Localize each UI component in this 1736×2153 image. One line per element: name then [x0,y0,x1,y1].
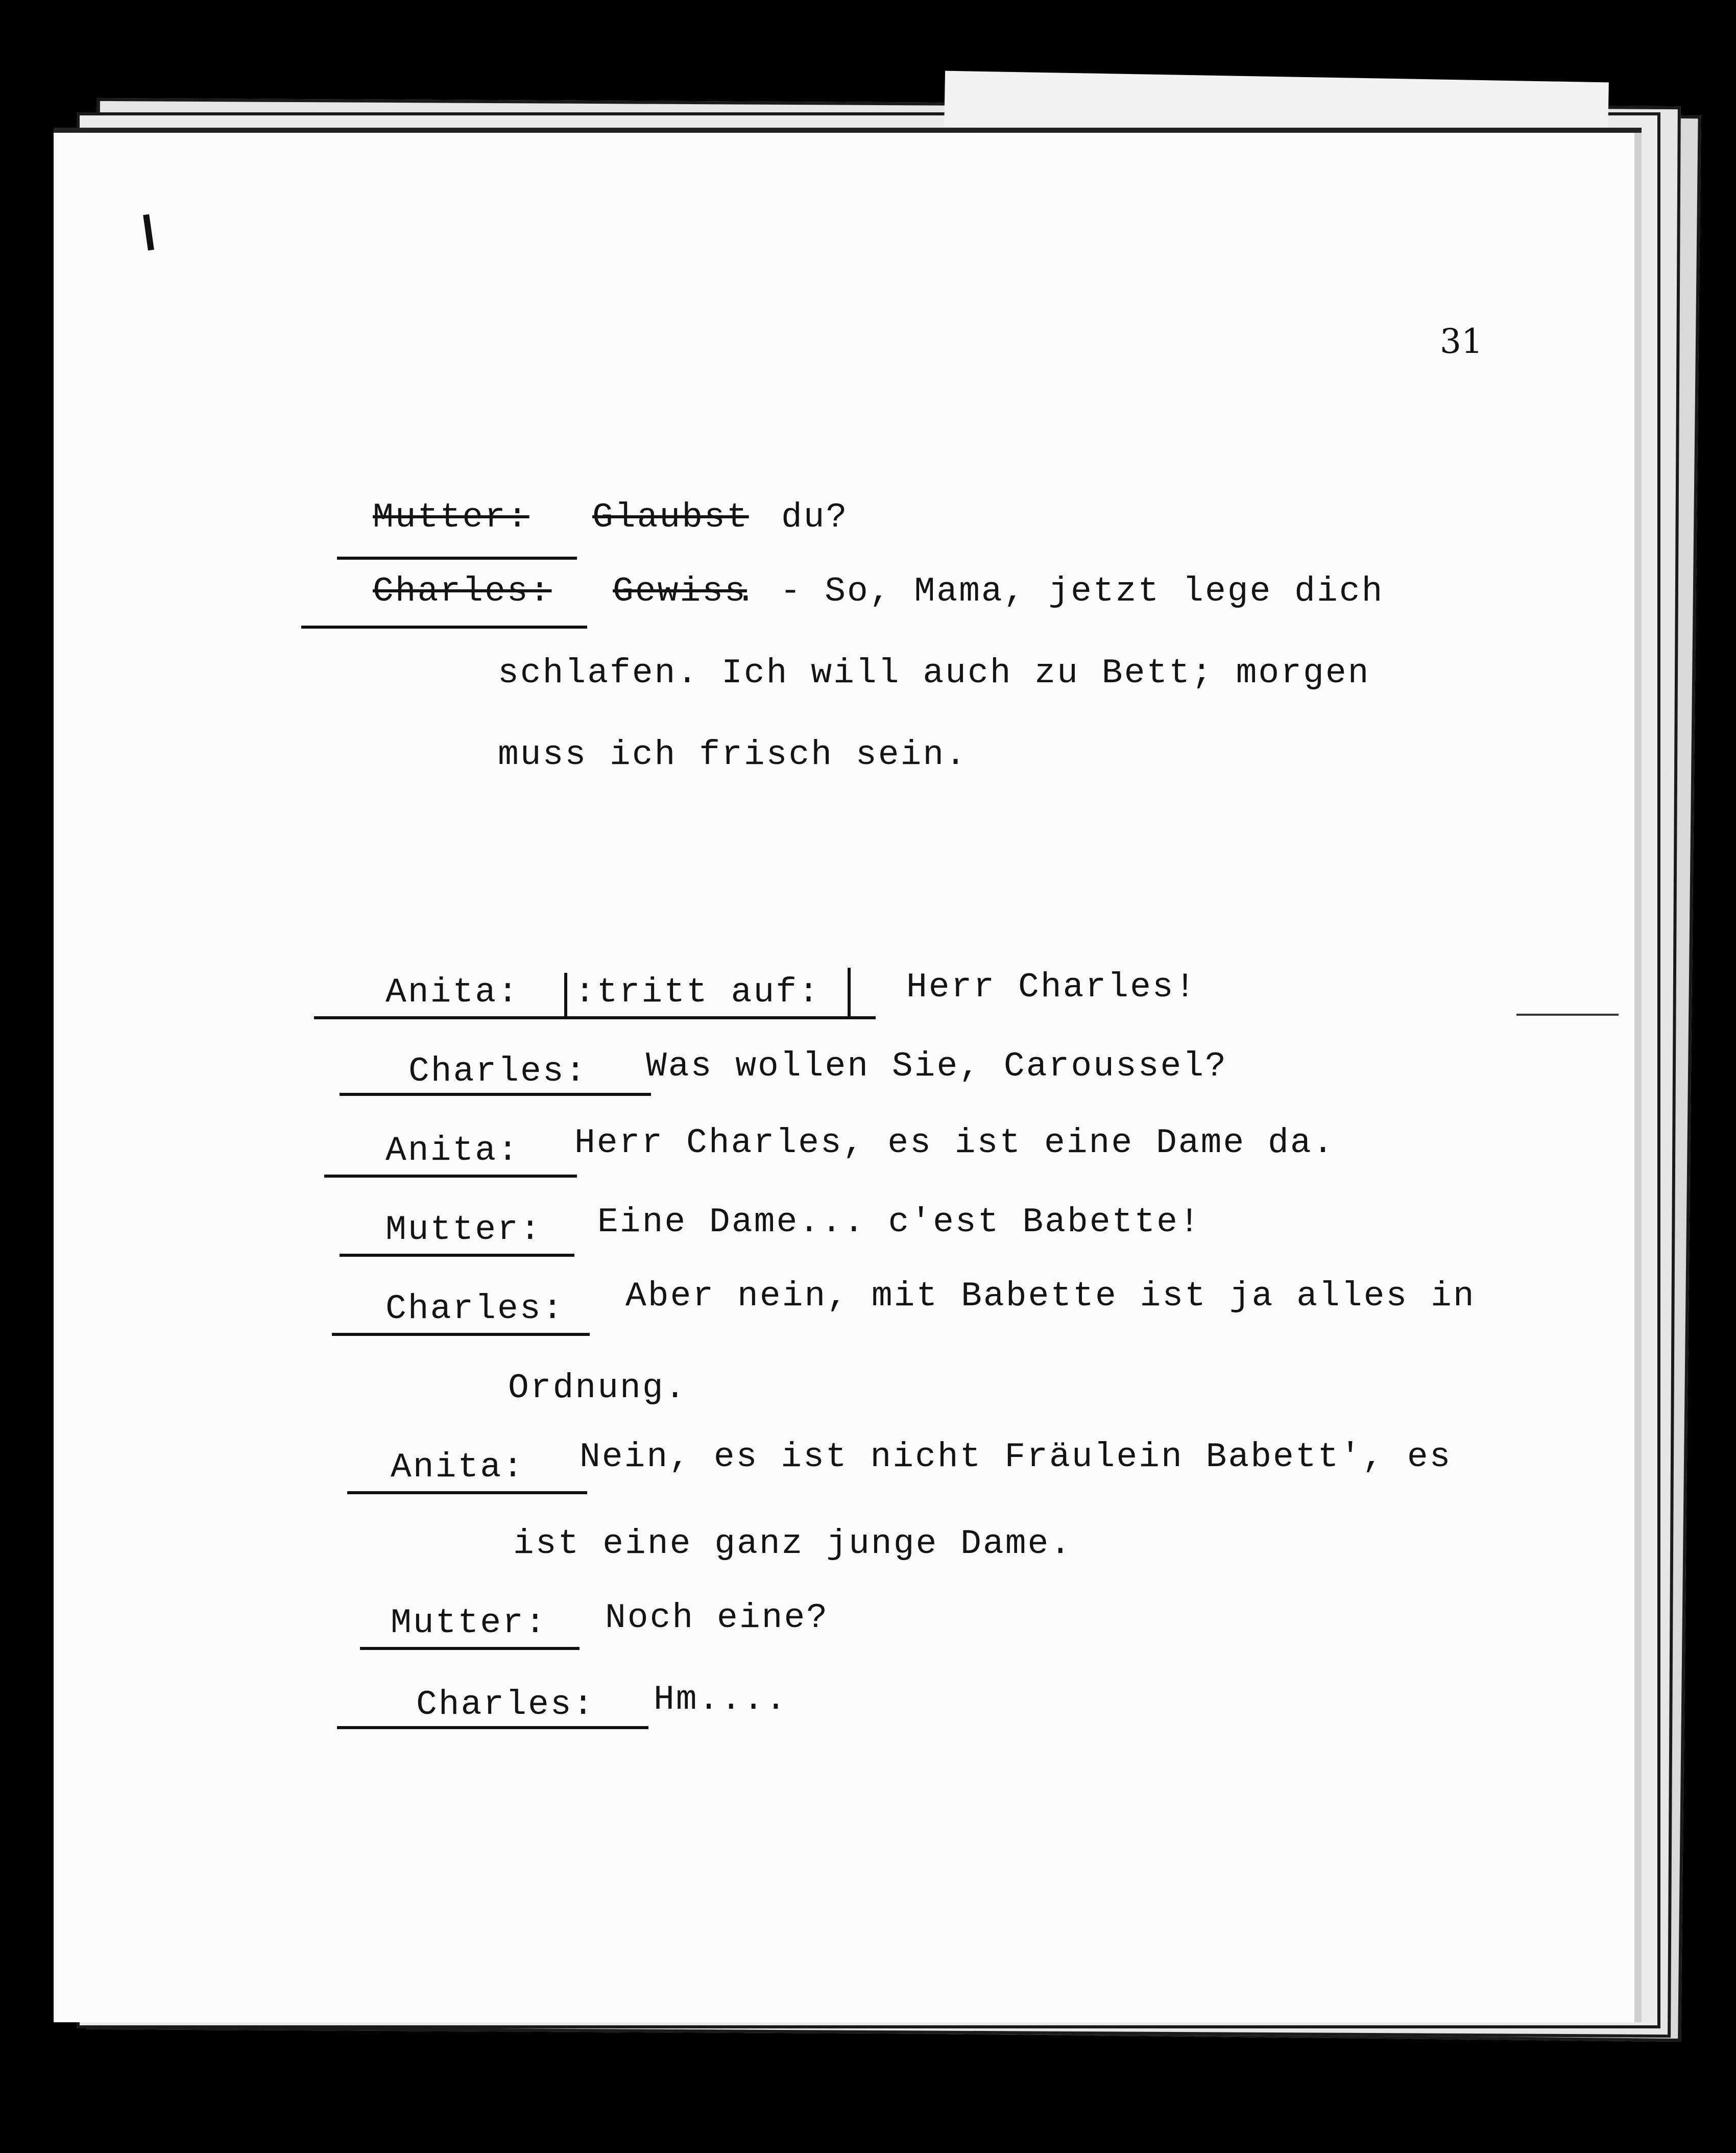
dialogue-text-14: Hm.... [654,1680,788,1719]
speaker-underline-5 [314,1016,876,1019]
struck-word-glaubst: Glaubst [592,498,749,537]
page-number: 31 [1440,322,1483,361]
margin-dash [1516,1014,1619,1016]
speaker-anita-1: Anita: [385,973,520,1012]
dialogue-continuation-12: ist eine ganz junge Dame. [513,1524,1073,1564]
speaker-underline-1 [337,557,577,560]
speaker-mutter-3: Mutter: [391,1604,547,1643]
stage-bracket-right [848,968,851,1019]
speaker-mutter-1: Mutter: [373,498,529,537]
speaker-charles-2: Charles: [408,1052,588,1091]
speaker-mutter-2: Mutter: [385,1210,542,1250]
dialogue-text-8: Eine Dame... c'est Babette! [597,1203,1201,1242]
dialogue-continuation-4: muss ich frisch sein. [498,735,968,775]
speaker-charles-1: Charles: [373,572,552,611]
speaker-anita-2: Anita: [385,1131,520,1170]
dialogue-text-1: du? [781,498,849,537]
stage-direction: :tritt auf: [574,973,821,1012]
dialogue-continuation-10: Ordnung. [508,1369,687,1408]
struck-word-gewiss: Gewiss [613,572,747,611]
dialogue-text-5: Herr Charles! [906,968,1197,1007]
dialogue-text-7: Herr Charles, es ist eine Dame da. [574,1123,1335,1163]
speaker-charles-3: Charles: [385,1289,565,1329]
dialogue-text-2: . - So, Mama, jetzt lege dich [735,572,1384,611]
speaker-underline-13 [360,1647,580,1650]
speaker-underline-6 [340,1093,651,1096]
speaker-underline-9 [332,1333,590,1336]
dialogue-continuation-3: schlafen. Ich will auch zu Bett; morgen [498,654,1370,693]
speaker-underline-7 [324,1175,577,1178]
dialogue-text-13: Noch eine? [605,1598,829,1638]
speaker-charles-4: Charles: [416,1685,595,1725]
dialogue-text-11: Nein, es ist nicht Fräulein Babett', es [580,1438,1452,1477]
speaker-anita-3: Anita: [391,1448,525,1487]
dialogue-text-9: Aber nein, mit Babette ist ja alles in [625,1277,1476,1316]
speaker-underline-2 [301,626,587,629]
dialogue-text-6: Was wollen Sie, Caroussel? [646,1047,1227,1086]
stage-bracket-left [564,973,567,1019]
speaker-underline-8 [340,1254,574,1257]
speaker-underline-14 [337,1726,648,1729]
speaker-underline-11 [347,1491,587,1494]
